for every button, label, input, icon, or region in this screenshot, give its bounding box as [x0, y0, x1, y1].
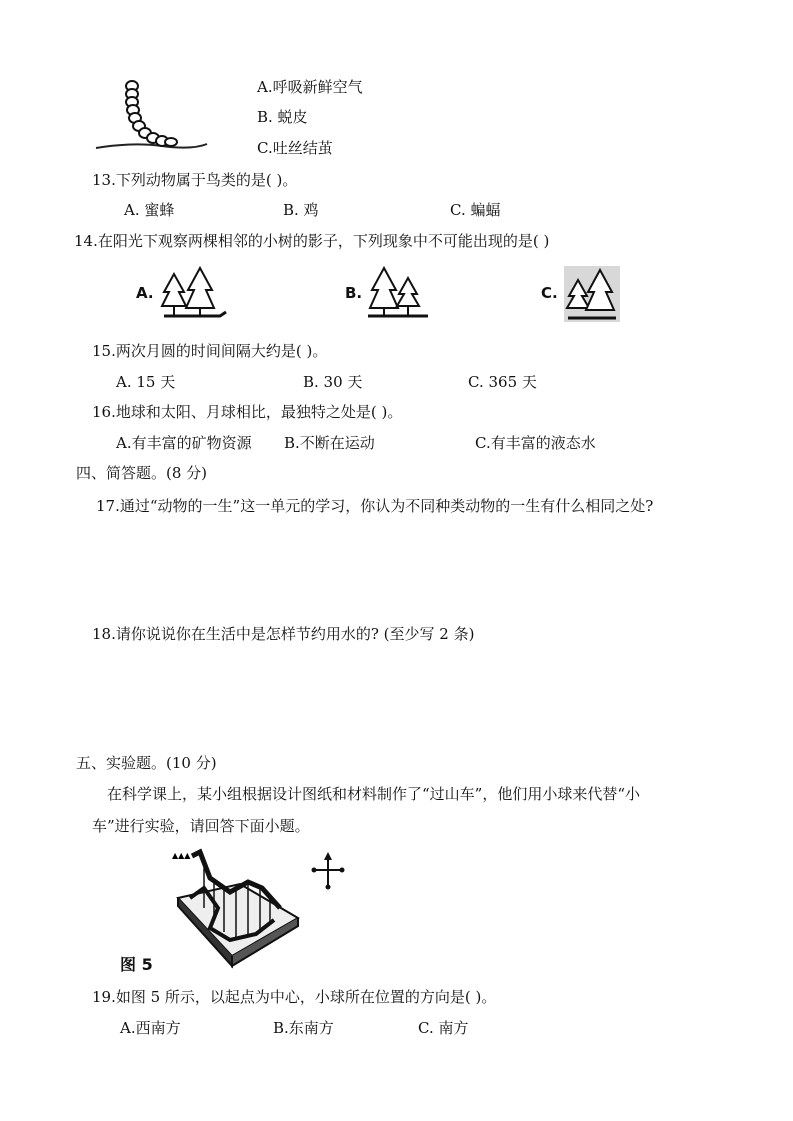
section-5-intro-line2: 车”进行实验，请回答下面小题。 — [92, 817, 310, 835]
q16-option-b: B.不断在运动 — [284, 434, 375, 452]
q19-stem: 19.如图 5 所示，以起点为中心，小球所在位置的方向是( )。 — [92, 988, 497, 1006]
q12-option-c: C.吐丝结茧 — [257, 139, 333, 157]
q14-option-c: C. — [541, 284, 558, 302]
q14-option-b: B. — [345, 284, 363, 302]
q15-option-a: A. 15 天 — [116, 373, 176, 391]
q17-stem: 17.通过“动物的一生”这一单元的学习，你认为不同种类动物的一生有什么相同之处? — [96, 497, 654, 515]
tree-shadow-a-icon — [160, 266, 230, 322]
q12-option-a: A.呼吸新鲜空气 — [257, 78, 363, 96]
q19-option-b: B.东南方 — [273, 1019, 334, 1037]
section-4-title: 四、简答题。(8 分) — [76, 464, 208, 482]
roller-coaster-icon — [170, 848, 305, 973]
q13-option-b: B. 鸡 — [283, 201, 319, 219]
tree-shadow-c-icon — [564, 266, 620, 322]
section-5-intro-line1: 在科学课上，某小组根据设计图纸和材料制作了“过山车”，他们用小球来代替“小 — [107, 785, 641, 803]
q15-stem: 15.两次月圆的时间间隔大约是( )。 — [92, 342, 328, 360]
tree-shadow-b-icon — [366, 266, 436, 322]
q19-option-c: C. 南方 — [418, 1019, 469, 1037]
q13-stem: 13.下列动物属于鸟类的是( )。 — [92, 171, 298, 189]
q19-option-a: A.西南方 — [120, 1019, 181, 1037]
q16-option-a: A.有丰富的矿物资源 — [116, 434, 252, 452]
q16-stem: 16.地球和太阳、月球相比，最独特之处是( )。 — [92, 403, 403, 421]
q15-option-c: C. 365 天 — [468, 373, 537, 391]
svg-text:▲▲▲: ▲▲▲ — [172, 851, 191, 860]
q15-option-b: B. 30 天 — [303, 373, 363, 391]
q14-stem: 14.在阳光下观察两棵相邻的小树的影子，下列现象中不可能出现的是( ) — [74, 232, 550, 250]
q18-stem: 18.请你说说你在生活中是怎样节约用水的? (至少写 2 条) — [92, 625, 475, 643]
q13-option-a: A. 蜜蜂 — [124, 201, 175, 219]
compass-icon — [310, 850, 346, 890]
q12-option-b: B. 蜕皮 — [257, 108, 308, 126]
q16-option-c: C.有丰富的液态水 — [475, 434, 596, 452]
figure-5-label: 图 5 — [120, 955, 153, 974]
q14-option-a: A. — [136, 284, 154, 302]
section-5-title: 五、实验题。(10 分) — [76, 754, 217, 772]
q13-option-c: C. 蝙蝠 — [450, 201, 501, 219]
silkworm-icon — [92, 76, 212, 156]
